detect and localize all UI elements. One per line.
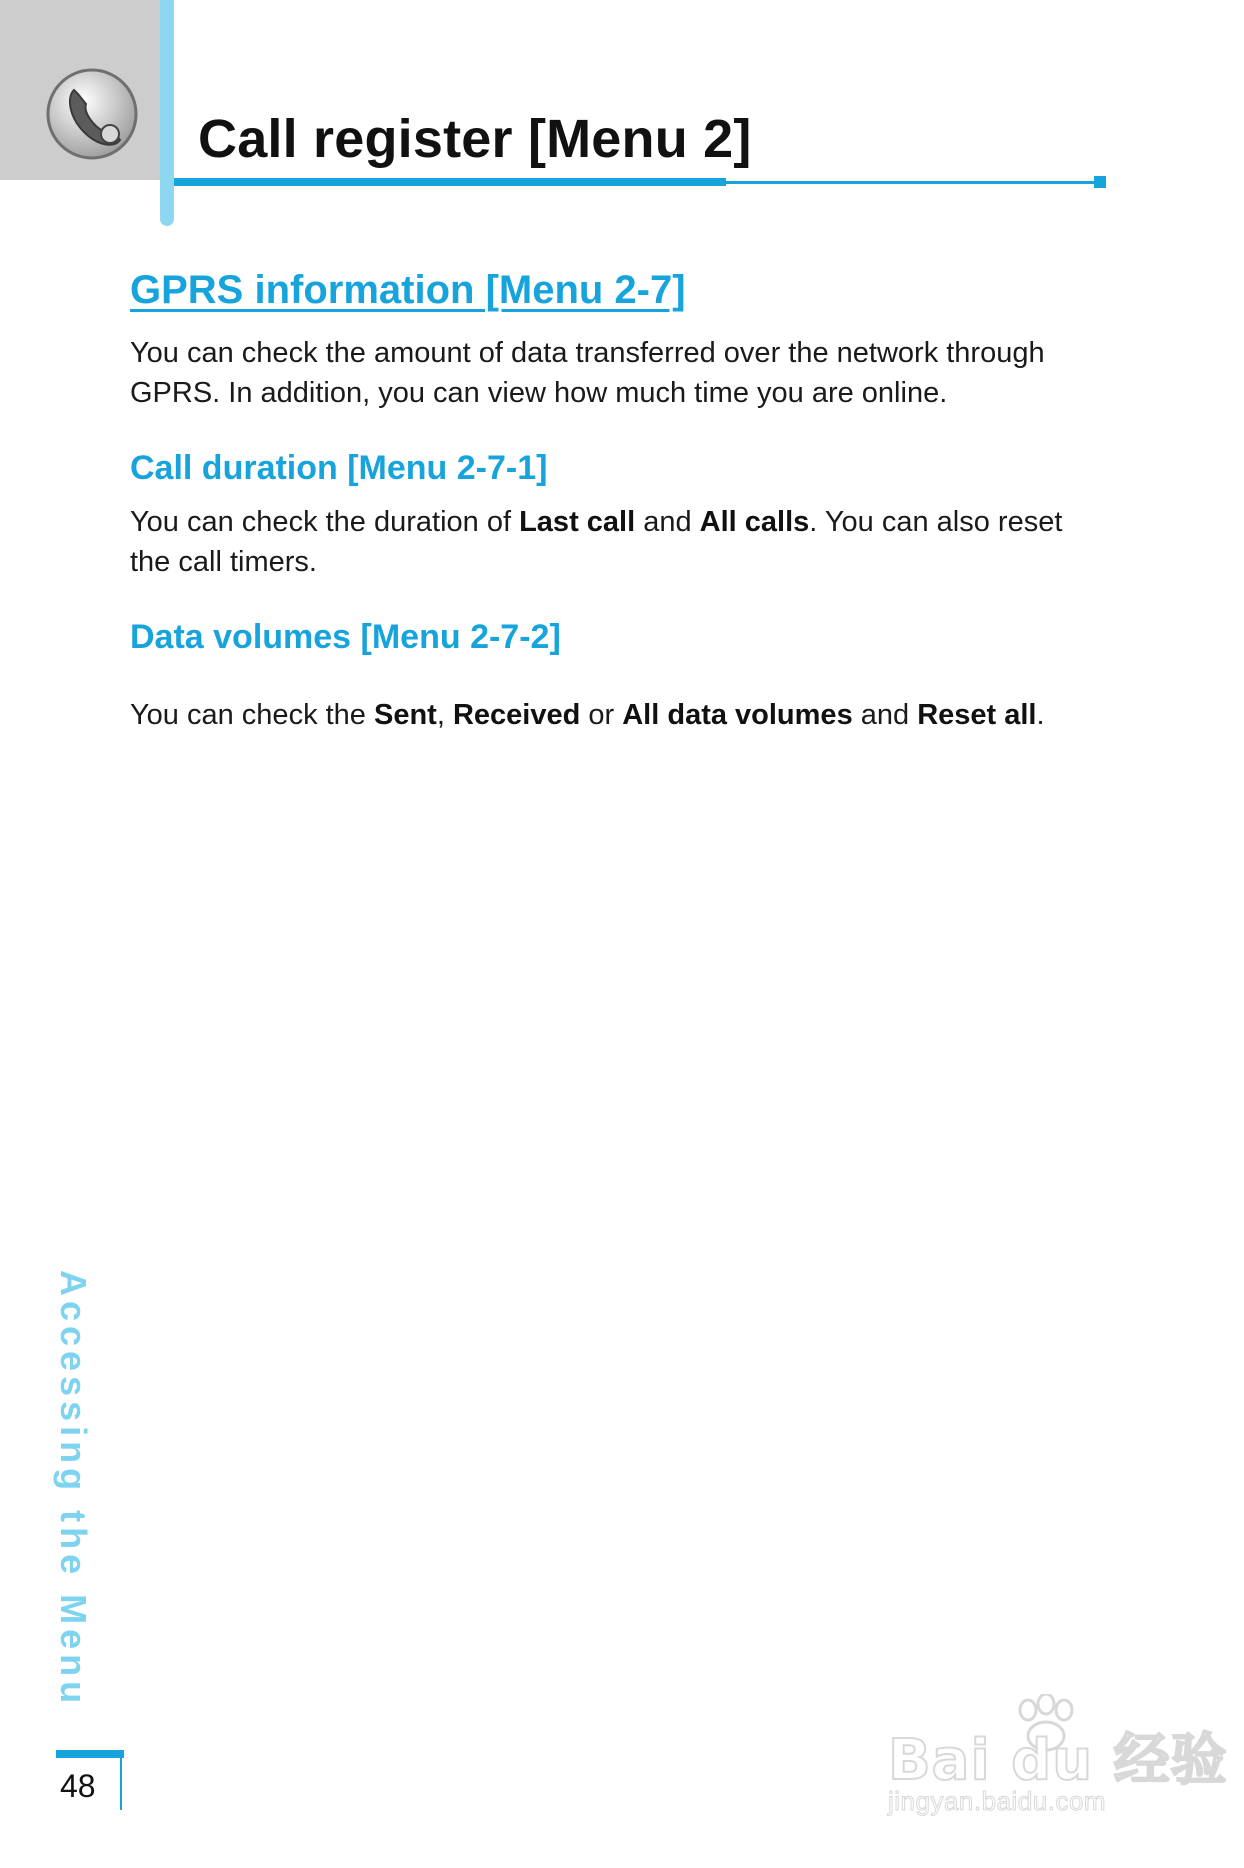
page-content — [130, 268, 1110, 735]
subheading-call-duration: Call duration [Menu 2-7-1] — [130, 449, 548, 487]
watermark — [888, 1694, 1228, 1818]
watermark-brand: Bai du 经验 — [888, 1728, 1228, 1793]
page-number: 48 — [60, 1768, 96, 1804]
section-body-gprs: You can check the amount of data transferred over the network through GPRS. In addition, you can view how much time you are online. — [130, 337, 1045, 409]
watermark-url: jingyan.baidu.com — [888, 1786, 1107, 1816]
header-rule — [174, 178, 726, 186]
subheading-data-volumes: Data volumes [Menu 2-7-2] — [130, 618, 561, 656]
page-number-bar — [56, 1750, 124, 1758]
header-vertical-rule — [160, 0, 174, 226]
page-number-divider — [120, 1758, 122, 1810]
section-body-data-volumes: You can check the Sent, Received or All data volumes and Reset all. — [130, 699, 1045, 731]
header-rule-end-square — [1094, 176, 1106, 188]
phone-handset-icon — [44, 66, 140, 162]
section-heading-gprs: GPRS information [Menu 2-7] — [130, 268, 686, 312]
side-section-label: Accessing the Menu — [53, 1270, 94, 1709]
page-title: Call register [Menu 2] — [198, 109, 752, 169]
section-body-call-duration: You can check the duration of Last call and All calls. You can also reset the call timers. — [130, 506, 1063, 578]
header-rule-extension — [726, 181, 1096, 184]
